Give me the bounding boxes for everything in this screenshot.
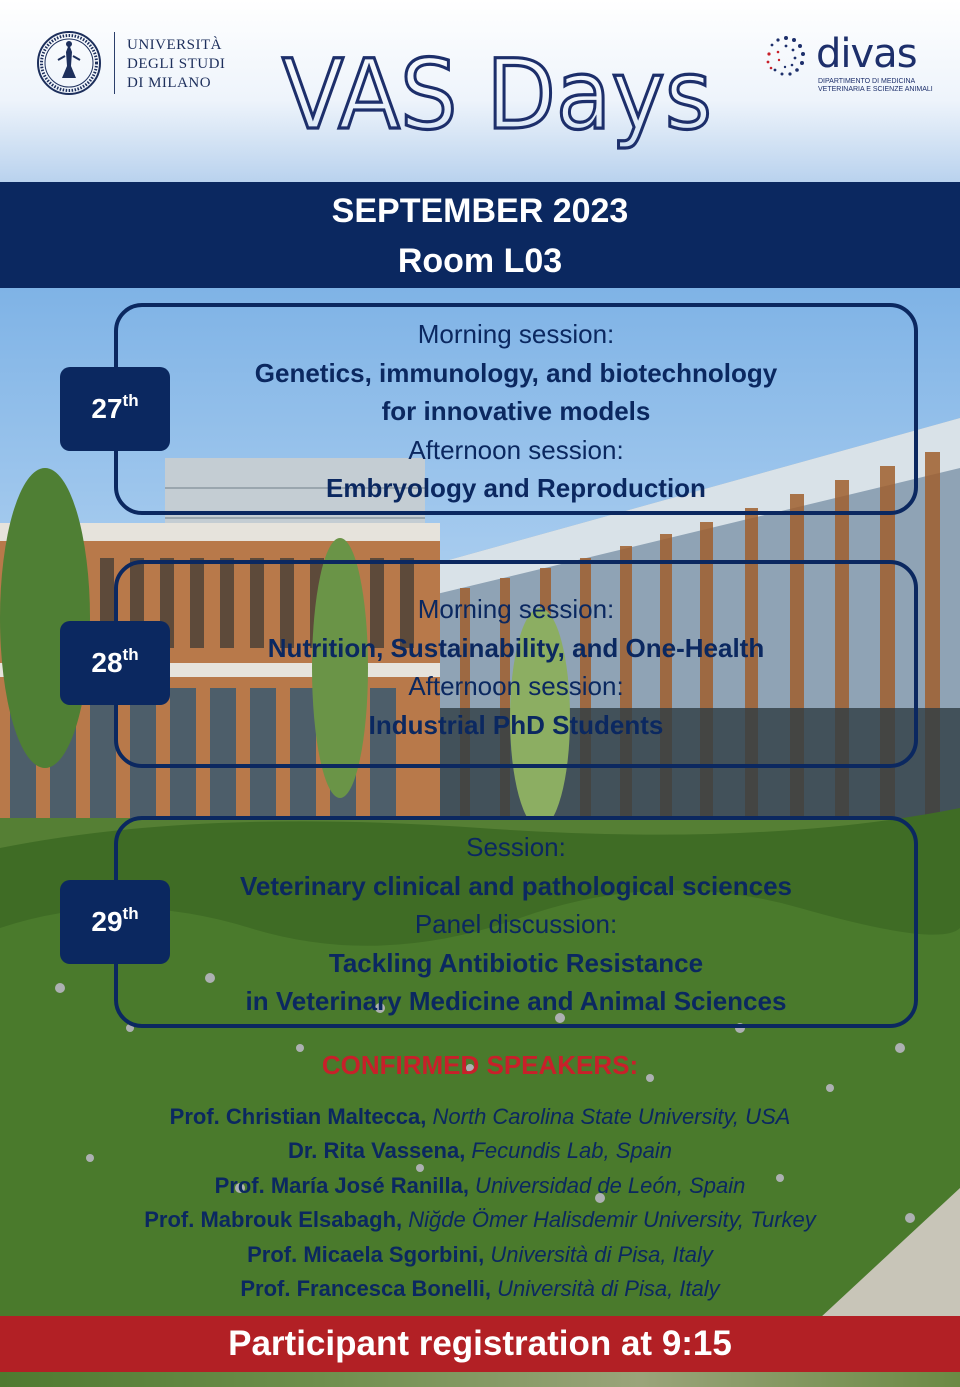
speaker-affiliation: Niğde Ömer Halisdemir University, Turkey bbox=[402, 1207, 816, 1233]
event-title bbox=[280, 30, 740, 160]
speaker-item bbox=[0, 1203, 960, 1237]
event-room: Room L03 bbox=[397, 242, 563, 280]
event-month: SEPTEMBER 2023 bbox=[331, 192, 629, 230]
day-28-line-4: Industrial PhD Students bbox=[368, 709, 664, 740]
date-band bbox=[0, 182, 960, 288]
speaker-affiliation: Fecundis Lab, Spain bbox=[465, 1138, 673, 1164]
divas-swirl-icon bbox=[760, 32, 812, 88]
divas-subtitle bbox=[818, 78, 938, 94]
day-29-line-2: Veterinary clinical and pathological sciences bbox=[239, 870, 792, 901]
day-28-session-box bbox=[114, 560, 918, 768]
day-27-line-1: Morning session: bbox=[417, 319, 615, 349]
event-title-text: VAS Days bbox=[282, 39, 712, 151]
day-29-line-1: Session: bbox=[466, 832, 566, 862]
registration-text: Participant registration at 9:15 bbox=[228, 1324, 732, 1363]
speaker-item bbox=[0, 1169, 960, 1203]
bottom-photo-strip bbox=[0, 1372, 960, 1387]
speaker-name: Prof. Mabrouk Elsabagh, bbox=[144, 1207, 403, 1233]
speaker-affiliation: Università di Pisa, Italy bbox=[491, 1276, 720, 1302]
day-28-number: 28 bbox=[91, 647, 123, 678]
day-27-line-5: Embryology and Reproduction bbox=[326, 473, 706, 503]
speaker-affiliation: Universidad de León, Spain bbox=[468, 1172, 746, 1198]
speaker-item bbox=[0, 1134, 960, 1168]
day-27-number: 27 bbox=[91, 393, 123, 424]
logo-divider bbox=[114, 32, 115, 94]
university-name bbox=[127, 36, 257, 93]
speaker-affiliation: Università di Pisa, Italy bbox=[484, 1241, 713, 1267]
university-name-line-2: DEGLI STUDI bbox=[127, 56, 226, 72]
day-28-line-1: Morning session: bbox=[417, 594, 615, 624]
day-28-suffix: th bbox=[122, 645, 139, 664]
speaker-affiliation: North Carolina State University, USA bbox=[426, 1104, 791, 1129]
speaker-item bbox=[0, 1238, 960, 1272]
divas-wordmark: divas bbox=[816, 31, 917, 77]
speaker-name: Prof. Christian Maltecca, bbox=[169, 1104, 427, 1129]
day-27-line-3: for innovative models bbox=[381, 396, 651, 426]
day-27-badge bbox=[60, 367, 170, 451]
speaker-name: Prof. Francesca Bonelli, bbox=[240, 1276, 491, 1302]
day-29-line-4: Tackling Antibiotic Resistance bbox=[328, 947, 704, 978]
day-27-program bbox=[118, 315, 914, 508]
speakers-list bbox=[0, 1100, 960, 1306]
university-name-line-3: DI MILANO bbox=[127, 75, 212, 91]
day-28-line-2: Nutrition, Sustainability, and One-Health bbox=[267, 632, 765, 663]
day-29-suffix: th bbox=[122, 904, 139, 923]
divas-logo bbox=[760, 30, 940, 100]
day-29-line-5: in Veterinary Medicine and Animal Sciences bbox=[245, 986, 787, 1016]
day-29-badge bbox=[60, 880, 170, 964]
day-27-line-4: Afternoon session: bbox=[408, 434, 624, 465]
day-29-program bbox=[118, 828, 914, 1021]
poster-header bbox=[0, 0, 960, 182]
speaker-name: Prof. María José Ranilla, bbox=[214, 1172, 469, 1198]
day-28-badge bbox=[60, 621, 170, 705]
day-29-session-box bbox=[114, 816, 918, 1028]
university-seal-logo bbox=[36, 30, 102, 96]
day-29-number: 29 bbox=[91, 906, 123, 937]
speaker-name: Prof. Micaela Sgorbini, bbox=[247, 1241, 485, 1267]
university-name-line-1: UNIVERSITÀ bbox=[127, 37, 222, 53]
day-28-program bbox=[118, 590, 914, 744]
divas-subtitle-line-1: DIPARTIMENTO DI MEDICINA bbox=[818, 78, 916, 85]
day-27-line-2: Genetics, immunology, and biotechnology bbox=[254, 357, 778, 388]
speakers-heading: CONFIRMED SPEAKERS: bbox=[321, 1050, 639, 1080]
registration-banner bbox=[0, 1316, 960, 1372]
divas-subtitle-line-2: VETERINARIA E SCIENZE ANIMALI bbox=[818, 86, 933, 93]
day-27-suffix: th bbox=[122, 391, 139, 410]
speaker-item bbox=[0, 1100, 960, 1134]
day-27-session-box bbox=[114, 303, 918, 515]
speaker-name: Dr. Rita Vassena, bbox=[287, 1138, 466, 1164]
speaker-item bbox=[0, 1272, 960, 1306]
day-29-line-3: Panel discussion: bbox=[414, 909, 618, 939]
day-28-line-3: Afternoon session: bbox=[408, 671, 624, 701]
